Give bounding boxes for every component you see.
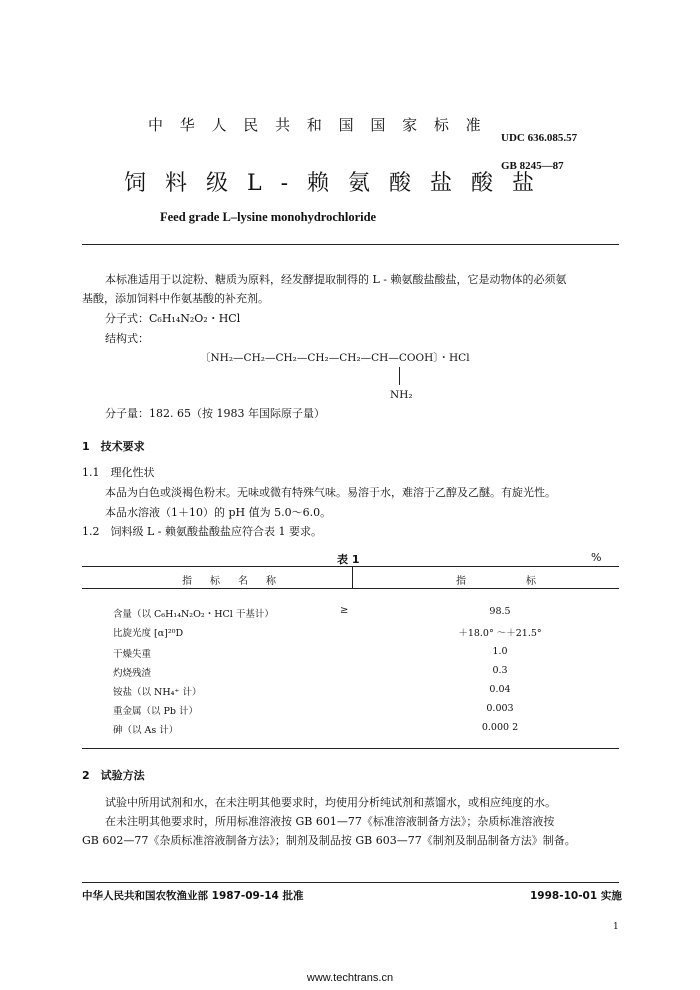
footer-rule — [82, 882, 619, 883]
document-title-en: Feed grade L–lysine monohydrochloride — [160, 210, 377, 224]
section-1-1-line2: 本品水溶液（1＋10）的 pH 值为 5.0～6.0。 — [105, 506, 332, 519]
site-watermark[interactable]: www.techtrans.cn — [306, 972, 394, 984]
section-2-line3: GB 602—77《杂质标准溶液制备方法》；制剂及制品按 GB 603—77《制剂及制品制备方法》制备。 — [82, 834, 576, 847]
table-row-value: 0.3 — [492, 665, 508, 676]
udc-code: UDC 636.085.57 — [501, 132, 578, 144]
gb-code: GB 8245—87 — [501, 160, 564, 172]
header-rule — [82, 244, 619, 245]
molecular-weight: 分子量：182. 65（按 1983 年国际原子量） — [105, 407, 325, 420]
table-row-item: 干燥失重 — [113, 649, 152, 660]
intro-paragraph-line1: 本标准适用于以淀粉、糖质为原料，经发酵提取制得的 L - 赖氨酸盐酸盐，它是动物体的必须氨 — [105, 273, 567, 286]
table-unit: % — [591, 551, 602, 564]
section-1-heading: 1 技术要求 — [82, 440, 145, 453]
structure-chain: 〔NH₂—CH₂—CH₂—CH₂—CH₂—CH—COOH〕・HCl — [200, 352, 470, 364]
table-row-item: 铵盐（以 NH₄⁺ 计） — [113, 687, 202, 698]
section-2-line2: 在未注明其他要求时，所用标准溶液按 GB 601—77《标准溶液制备方法》；杂质标准溶液按 — [105, 815, 555, 828]
table-row-value: 0.04 — [489, 684, 511, 695]
document-title-cn: 饲 料 级 L - 赖 氨 酸 盐 酸 盐 — [124, 171, 540, 196]
structure-bond — [399, 367, 400, 385]
table-header-value: 指标 — [456, 576, 596, 587]
standard-body-title: 中 华 人 民 共 和 国 国 家 标 准 — [148, 116, 487, 134]
table-row-operator: ≥ — [340, 605, 349, 616]
table-row-value: 98.5 — [489, 606, 511, 617]
table-row-value: 1.0 — [492, 646, 508, 657]
implementation-date: 1998-10-01 实施 — [530, 890, 622, 902]
structure-branch: NH₂ — [390, 389, 413, 401]
table-row-item: 砷（以 As 计） — [113, 725, 179, 736]
section-2-heading: 2 试验方法 — [82, 769, 145, 782]
table-row-value: 0.003 — [486, 703, 514, 714]
page-number: 1 — [613, 922, 619, 932]
table-top-rule — [82, 566, 619, 567]
table-row-item: 灼烧残渣 — [113, 668, 152, 679]
section-1-2-heading: 1.2 饲料级 L - 赖氨酸盐酸盐应符合表 1 要求。 — [82, 525, 322, 538]
section-1-1-heading: 1.1 理化性状 — [82, 466, 155, 479]
section-1-1-line1: 本品为白色或淡褐色粉末。无味或微有特殊气味。易溶于水，难溶于乙醇及乙醚。有旋光性。 — [105, 486, 556, 499]
table-bottom-rule — [82, 748, 619, 749]
structure-label: 结构式： — [105, 332, 149, 345]
table-row-item: 重金属（以 Pb 计） — [113, 706, 199, 717]
intro-paragraph-line2: 基酸，添加饲料中作氨基酸的补充剂。 — [82, 292, 269, 305]
table-header-item: 指标名称 — [182, 576, 294, 587]
molecular-formula: 分子式：C₆H₁₄N₂O₂・HCl — [105, 312, 241, 325]
table-row-value: 0.000 2 — [481, 722, 519, 733]
table-row-item: 比旋光度 [α]²⁰D — [113, 628, 184, 639]
table-header-divider — [352, 566, 353, 588]
table-row-item: 含量（以 C₆H₁₄N₂O₂・HCl 干基计） — [113, 609, 274, 620]
section-2-line1: 试验中所用试剂和水，在未注明其他要求时，均使用分析纯试剂和蒸馏水，或相应纯度的水。 — [105, 796, 556, 809]
table-title: 表 1 — [337, 553, 360, 566]
table-header-rule — [82, 588, 619, 589]
table-row-value: ＋18.0° ～＋21.5° — [458, 628, 542, 639]
approval-text: 中华人民共和国农牧渔业部 1987-09-14 批准 — [82, 890, 304, 902]
